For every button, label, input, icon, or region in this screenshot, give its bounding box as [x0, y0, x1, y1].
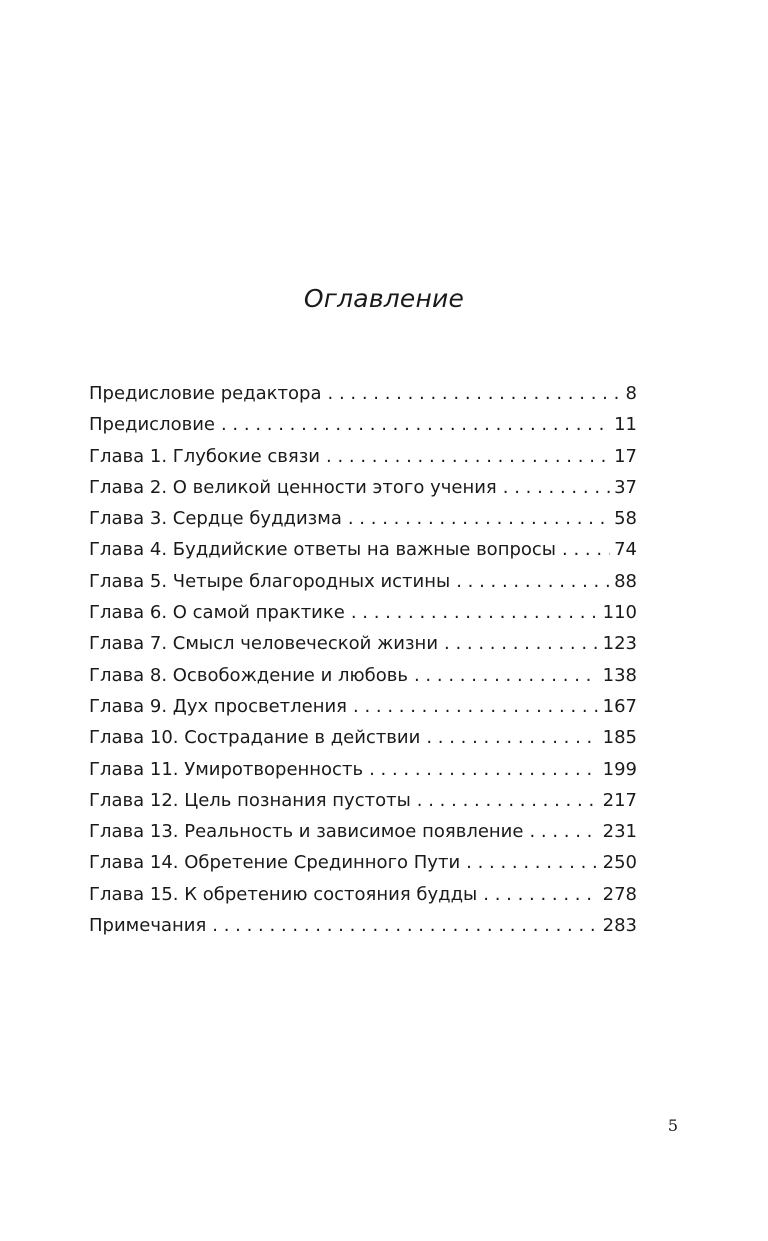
toc-dot-leader [348, 503, 610, 534]
toc-entry-page: 17 [614, 445, 637, 467]
toc-entry-label: Глава 5. Четыре благородных истины [89, 570, 451, 592]
toc-dot-leader [353, 691, 599, 722]
toc-dot-leader [503, 472, 610, 503]
toc-entry [89, 879, 637, 910]
toc-dot-leader [417, 785, 599, 816]
page-title: Оглавление [303, 284, 465, 313]
toc-dot-leader [562, 534, 610, 565]
toc-entry-label: Глава 15. К обретению состояния будды [89, 883, 478, 905]
toc-entry-page: 123 [602, 633, 637, 655]
toc-entry-label: Примечания [89, 915, 207, 937]
page-number: 5 [667, 1116, 678, 1135]
toc-entry [89, 628, 637, 659]
toc-dot-leader [529, 816, 598, 847]
toc-entry-page: 58 [614, 508, 637, 530]
toc-entry [89, 534, 637, 565]
toc-entry-page: 231 [602, 821, 637, 843]
toc-entry-label: Глава 9. Дух просветления [89, 695, 348, 717]
toc-entry [89, 409, 637, 440]
toc-dot-leader [351, 597, 599, 628]
toc-entry-page: 74 [614, 539, 637, 561]
toc-entry-label: Глава 6. О самой практике [89, 602, 345, 624]
toc-entry [89, 660, 637, 691]
toc-entry [89, 472, 637, 503]
table-of-contents [89, 378, 637, 941]
toc-dot-leader [221, 409, 610, 440]
toc-entry-page: 283 [602, 915, 637, 937]
toc-entry-page: 199 [602, 758, 637, 780]
toc-dot-leader [483, 879, 598, 910]
toc-entry-page: 37 [614, 476, 637, 498]
toc-entry-page: 167 [602, 695, 637, 717]
toc-entry-page: 250 [602, 852, 637, 874]
toc-entry-page: 110 [602, 602, 637, 624]
toc-dot-leader [426, 722, 598, 753]
toc-entry [89, 566, 637, 597]
toc-entry-page: 278 [602, 883, 637, 905]
toc-entry [89, 847, 637, 878]
toc-entry [89, 816, 637, 847]
toc-entry-label: Глава 13. Реальность и зависимое появление [89, 821, 524, 843]
toc-entry-label: Глава 3. Сердце буддизма [89, 508, 342, 530]
toc-dot-leader [326, 441, 610, 472]
toc-entry-label: Глава 4. Буддийские ответы на важные вопросы [89, 539, 557, 561]
toc-entry [89, 441, 637, 472]
toc-dot-leader [369, 754, 599, 785]
toc-dot-leader [212, 910, 598, 941]
toc-entry [89, 722, 637, 753]
toc-entry-label: Глава 11. Умиротворенность [89, 758, 364, 780]
toc-entry-page: 138 [602, 664, 637, 686]
toc-entry [89, 754, 637, 785]
toc-dot-leader [466, 847, 599, 878]
toc-entry-page: 8 [625, 383, 637, 404]
toc-dot-leader [328, 378, 622, 409]
toc-entry-page: 217 [602, 789, 637, 811]
toc-entry-label: Предисловие редактора [89, 383, 322, 404]
toc-entry [89, 378, 637, 409]
toc-entry-label: Глава 2. О великой ценности этого учения [89, 476, 497, 498]
toc-entry [89, 785, 637, 816]
toc-entry [89, 910, 637, 941]
toc-entry-label: Глава 12. Цель познания пустоты [89, 789, 411, 811]
toc-dot-leader [456, 566, 610, 597]
toc-entry-page: 11 [614, 414, 637, 436]
toc-entry [89, 597, 637, 628]
toc-entry [89, 691, 637, 722]
toc-entry-page: 185 [602, 727, 637, 749]
toc-entry-label: Глава 10. Сострадание в действии [89, 727, 421, 749]
toc-entry-label: Глава 7. Смысл человеческой жизни [89, 633, 439, 655]
toc-dot-leader [444, 628, 599, 659]
toc-entry-label: Глава 8. Освобождение и любовь [89, 664, 408, 686]
toc-entry-page: 88 [614, 570, 637, 592]
toc-entry-label: Предисловие [89, 414, 215, 436]
toc-entry-label: Глава 14. Обретение Срединного Пути [89, 852, 461, 874]
toc-dot-leader [414, 660, 599, 691]
toc-entry [89, 503, 637, 534]
toc-entry-label: Глава 1. Глубокие связи [89, 445, 320, 467]
